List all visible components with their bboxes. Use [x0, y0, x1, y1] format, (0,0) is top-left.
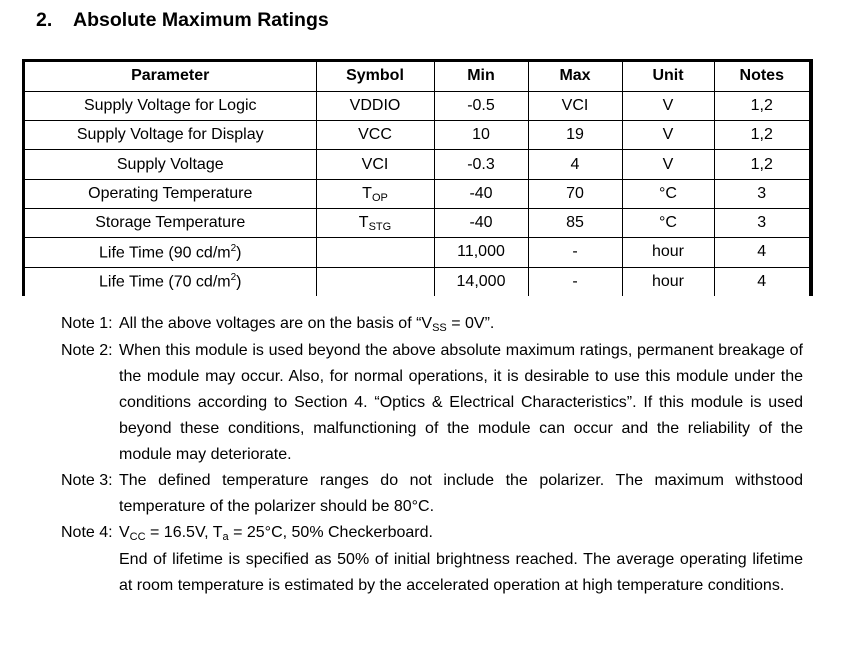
cell-notes: 3 — [714, 179, 809, 208]
cell-symbol: VDDIO — [316, 91, 434, 120]
cell-max: - — [528, 267, 622, 296]
note-text-part: All the above voltages are on the basis of “V — [119, 315, 433, 332]
note-text-part: = 16.5V, T — [145, 524, 223, 541]
header-parameter: Parameter — [25, 62, 316, 91]
note-label: Note 2: — [61, 342, 113, 359]
cell-symbol — [316, 267, 434, 296]
parameter-text-end: ) — [236, 244, 242, 262]
cell-notes: 4 — [714, 238, 809, 267]
note-text-part: = 25°C, 50% Checkerboard. — [228, 524, 433, 541]
table-row — [25, 208, 809, 237]
table-row — [25, 121, 809, 150]
cell-symbol: VCC — [316, 121, 434, 150]
note-subscript: a — [222, 531, 229, 543]
note-conditions — [119, 524, 433, 541]
cell-symbol — [316, 208, 434, 237]
cell-min: -40 — [434, 208, 528, 237]
cell-max: 85 — [528, 208, 622, 237]
symbol-main: T — [358, 214, 369, 232]
header-max: Max — [528, 62, 622, 91]
cell-parameter: Storage Temperature — [25, 208, 316, 237]
note-text: When this module is used beyond the above absolute maximum ratings, permanent breakage of the module may occur. Also, for normal operations, it is desirable to use this module under the conditions according to Section 4. “Optics & Electrical Characteristics”. If this module is used beyond these conditions, malfunctioning of the module can occur and the reliability of the module may deteriorate. — [119, 342, 803, 463]
note-text-part: = 0V”. — [446, 315, 495, 332]
cell-notes: 1,2 — [714, 150, 809, 179]
cell-unit: hour — [622, 238, 714, 267]
cell-unit: V — [622, 121, 714, 150]
ratings-table-frame — [22, 59, 813, 296]
cell-min: -0.3 — [434, 150, 528, 179]
note-text — [119, 311, 803, 338]
section-number: 2. — [36, 9, 53, 31]
cell-parameter: Supply Voltage for Logic — [25, 91, 316, 120]
table-row — [25, 150, 809, 179]
note-2 — [61, 338, 803, 468]
section-heading — [36, 9, 329, 32]
note-3 — [61, 468, 803, 520]
cell-notes: 4 — [714, 267, 809, 296]
symbol-subscript: OP — [371, 191, 388, 204]
table-row — [25, 238, 809, 267]
table-row — [25, 91, 809, 120]
cell-unit: °C — [622, 208, 714, 237]
table-header-row — [25, 62, 809, 91]
cell-notes: 3 — [714, 208, 809, 237]
note-subscript: CC — [129, 531, 146, 543]
cell-min: -0.5 — [434, 91, 528, 120]
note-4 — [61, 520, 803, 599]
cell-notes: 1,2 — [714, 91, 809, 120]
header-symbol: Symbol — [316, 62, 434, 91]
parameter-text: Life Time (70 cd/m — [99, 273, 231, 291]
cell-min: 11,000 — [434, 238, 528, 267]
table-row — [25, 179, 809, 208]
note-text — [119, 520, 803, 599]
cell-unit: hour — [622, 267, 714, 296]
cell-max: 19 — [528, 121, 622, 150]
cell-parameter — [25, 238, 316, 267]
symbol-subscript: STG — [368, 221, 392, 234]
parameter-superscript: 2 — [230, 242, 237, 254]
cell-symbol: VCI — [316, 150, 434, 179]
cell-max: VCI — [528, 91, 622, 120]
parameter-text-end: ) — [236, 273, 242, 291]
note-subscript: SS — [432, 322, 447, 334]
cell-min: 14,000 — [434, 267, 528, 296]
cell-max: 4 — [528, 150, 622, 179]
table-row — [25, 267, 809, 296]
cell-min: -40 — [434, 179, 528, 208]
notes-section — [61, 311, 803, 599]
cell-notes: 1,2 — [714, 121, 809, 150]
cell-unit: °C — [622, 179, 714, 208]
cell-max: - — [528, 238, 622, 267]
cell-parameter: Supply Voltage for Display — [25, 121, 316, 150]
cell-unit: V — [622, 91, 714, 120]
header-unit: Unit — [622, 62, 714, 91]
cell-max: 70 — [528, 179, 622, 208]
note-lifetime-text: End of lifetime is specified as 50% of initial brightness reached. The average operating lifetime at room temperature is estimated by the accelerated operation at high temperature conditions. — [119, 551, 803, 594]
cell-parameter: Operating Temperature — [25, 179, 316, 208]
parameter-superscript: 2 — [230, 272, 237, 284]
header-min: Min — [434, 62, 528, 91]
cell-unit: V — [622, 150, 714, 179]
header-notes: Notes — [714, 62, 809, 91]
note-text-part: V — [119, 524, 130, 541]
note-label: Note 3: — [61, 472, 113, 489]
symbol-main: T — [362, 184, 372, 202]
parameter-text: Life Time (90 cd/m — [99, 244, 231, 262]
cell-parameter — [25, 267, 316, 296]
section-title: Absolute Maximum Ratings — [73, 9, 329, 31]
note-text: The defined temperature ranges do not include the polarizer. The maximum withstood temperature of the polarizer should be 80°C. — [119, 472, 803, 515]
cell-min: 10 — [434, 121, 528, 150]
note-label: Note 1: — [61, 315, 113, 332]
cell-symbol — [316, 179, 434, 208]
cell-parameter: Supply Voltage — [25, 150, 316, 179]
cell-symbol — [316, 238, 434, 267]
ratings-table — [25, 62, 809, 296]
note-label: Note 4: — [61, 524, 113, 541]
note-1 — [61, 311, 803, 338]
